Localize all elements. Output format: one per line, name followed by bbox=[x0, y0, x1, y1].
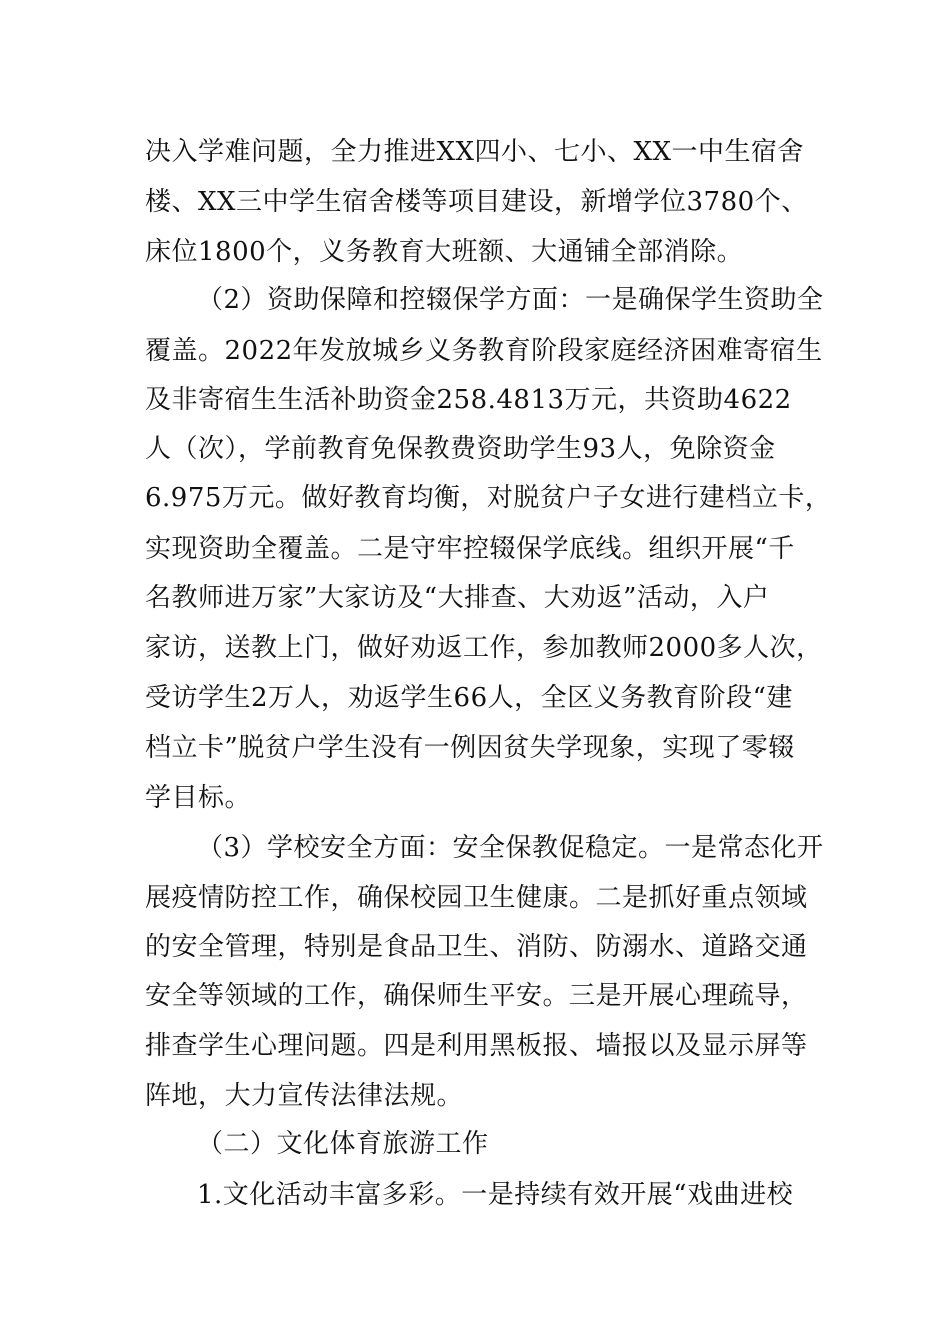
paragraph-line: 档立卡”脱贫户学生没有一例因贫失学现象，实现了零辍 bbox=[145, 733, 795, 763]
paragraph-line: 家访，送教上门，做好劝返工作，参加教师2000多人次， bbox=[145, 633, 823, 663]
paragraph-line: （2）资助保障和控辍保学方面：一是确保学生资助全 bbox=[197, 285, 824, 315]
paragraph-line: 实现资助全覆盖。二是守牢控辍保学底线。组织开展“千 bbox=[145, 534, 795, 564]
paragraph-line: 6.975万元。做好教育均衡，对脱贫户子女进行建档立卡， bbox=[145, 483, 832, 513]
paragraph-line: 决入学难问题，全力推进XX四小、七小、XX一中生宿舍 bbox=[145, 137, 805, 167]
paragraph-line: 排查学生心理问题。四是利用黑板报、墙报以及显示屏等 bbox=[145, 1031, 808, 1061]
paragraph-line: 覆盖。2022年发放城乡义务教育阶段家庭经济困难寄宿生 bbox=[145, 336, 823, 366]
paragraph-line: 1.文化活动丰富多彩。一是持续有效开展“戏曲进校 bbox=[197, 1180, 794, 1210]
paragraph-line: （3）学校安全方面：安全保教促稳定。一是常态化开 bbox=[197, 833, 824, 863]
paragraph-line: 安全等领域的工作，确保师生平安。三是开展心理疏导， bbox=[145, 981, 808, 1011]
paragraph-line: 展疫情防控工作，确保校园卫生健康。二是抓好重点领域 bbox=[145, 883, 808, 913]
paragraph-line: 及非寄宿生生活补助资金258.4813万元，共资助4622 bbox=[145, 385, 792, 415]
paragraph-line: 学目标。 bbox=[145, 783, 252, 813]
paragraph-line: 名教师进万家”大家访及“大排查、大劝返”活动，入户 bbox=[145, 583, 770, 613]
paragraph-line: 床位1800个，义务教育大班额、大通铺全部消除。 bbox=[145, 237, 744, 267]
paragraph-line: 的安全管理，特别是食品卫生、消防、防溺水、道路交通 bbox=[145, 932, 808, 962]
section-heading: （二）文化体育旅游工作 bbox=[197, 1129, 489, 1159]
paragraph-line: 楼、XX三中学生宿舍楼等项目建设，新增学位3780个、 bbox=[145, 187, 808, 217]
paragraph-line: 受访学生2万人，劝返学生66人，全区义务教育阶段“建 bbox=[145, 683, 793, 713]
paragraph-line: 阵地，大力宣传法律法规。 bbox=[145, 1081, 464, 1111]
paragraph-line: 人（次），学前教育免保教费资助学生93人，免除资金 bbox=[145, 434, 776, 464]
